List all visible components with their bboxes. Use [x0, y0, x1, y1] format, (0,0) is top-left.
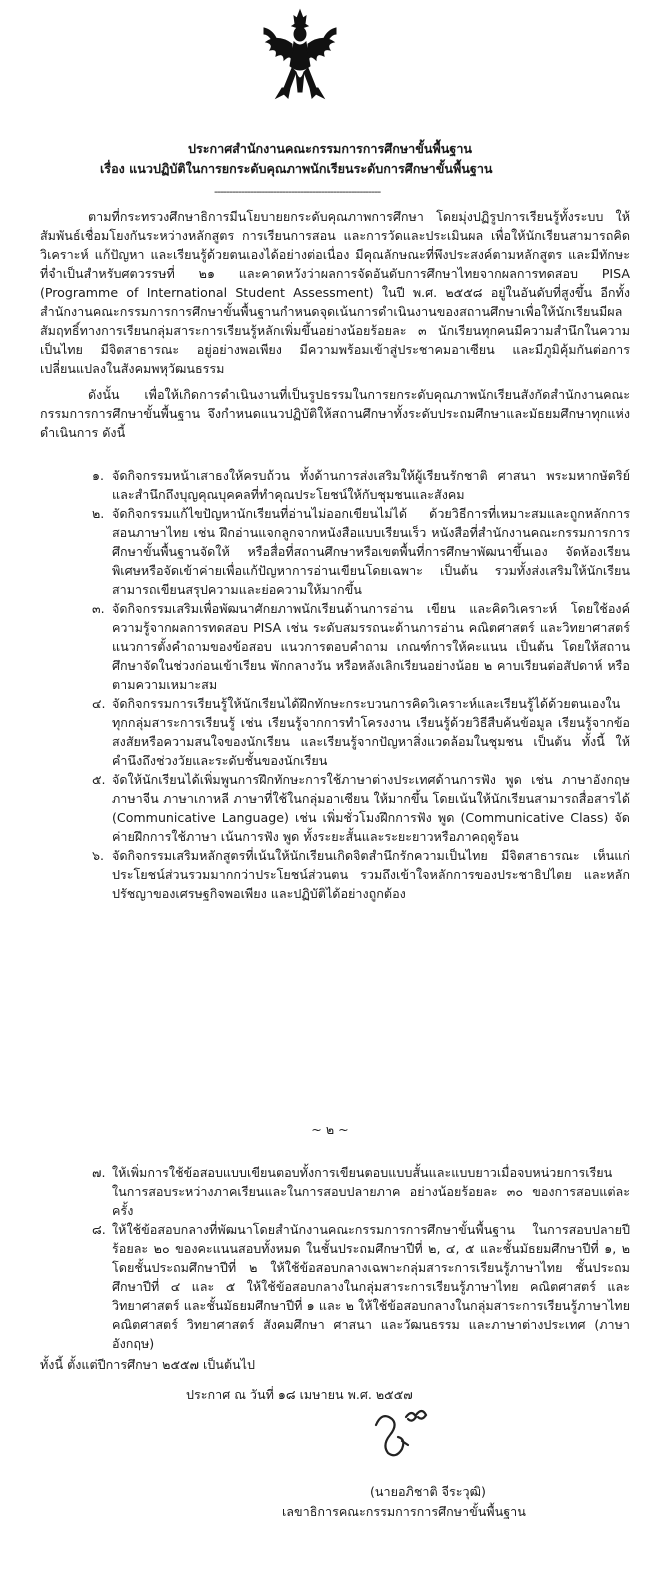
item-number: ๑.: [92, 468, 104, 483]
item-number: ๘.: [92, 1222, 106, 1237]
handwritten-signature: [368, 1405, 438, 1460]
page-number: ~ ๒ ~: [311, 1122, 349, 1137]
item-number: ๗.: [92, 1165, 106, 1180]
announcement-title: ประกาศสำนักงานคณะกรรมการการศึกษาขั้นพื้นฐาน: [187, 141, 473, 156]
announcement-subject: เรื่อง แนวปฏิบัติในการยกระดับคุณภาพนักเรียนระดับการศึกษาขั้นพื้นฐาน: [100, 161, 493, 176]
item-text: จัดกิจกรรมเสริมหลักสูตรที่เน้นให้นักเรียนเกิดจิตสำนึกรักความเป็นไทย มีจิตสาธารณะ เห็นแก่ประโยชน์ส่วนรวมมากกว่าประโยชน์ส่วนตน รวมถึงเข้าใจหลักการของประชาธิปไตย และหลักปรัชญาของเศรษฐกิจพอเพียง และปฏิบัติได้อย่างถูกต้อง: [112, 848, 630, 901]
header-separator: --------------------------------------------------------: [214, 185, 381, 198]
item-number: ๕.: [92, 772, 106, 787]
item-text: จัดกิจกรรมการเรียนรู้ให้นักเรียนได้ฝึกทักษะกระบวนการคิดวิเคราะห์และเรียนรู้ได้ด้วยตนเองในทุกกลุ่มสาระการเรียนรู้ เช่น เรียนรู้จากการทำโครงงาน เรียนรู้ด้วยวิธีสืบค้นข้อมูล เรียนรู้จากข้อสงสัยหรือความสนใจของนักเรียน และเรียนรู้จากปัญหาสิ่งแวดล้อมในชุมชน เป็นต้น ทั้งนี้ ให้คำนึงถึงช่วงวัยและระดับชั้นของนักเรียน: [112, 696, 630, 768]
intro-paragraph: ตามที่กระทรวงศึกษาธิการมีนโยบายยกระดับคุณภาพการศึกษา โดยมุ่งปฏิรูปการเรียนรู้ทั้งระบบ ให้สัมพันธ์เชื่อมโยงกันระหว่างหลักสูตร การเรียนการสอน และการวัดและประเมินผล เพื่อให้นักเรียนสามารถคิดวิเคราะห์ แก้ปัญหา และเรียนรู้ด้วยตนเองได้อย่างต่อเนื่อง มีคุณลักษณะที่พึงประสงค์ตามหลักสูตร และมีทักษะที่จำเป็นสำหรับศตวรรษที่ ๒๑ และคาดหวังว่าผลการจัดอันดับการศึกษาไทยจากผลการทดสอบ PISA (Programme of International Student Assessment) ในปี พ.ศ. ๒๕๕๘ อยู่ในอันดับที่สูงขึ้น อีกทั้งสำนักงานคณะกรรมการการศึกษาขั้นพื้นฐานกำหนดจุดเน้นการดำเนินงานของสถานศึกษาเพื่อให้นักเรียนมีผลสัมฤทธิ์ทางการเรียนกลุ่มสาระการเรียนรู้หลักเพิ่มขึ้นอย่างน้อยร้อยละ ๓ นักเรียนทุกคนมีความสำนึกในความเป็นไทย มีจิตสาธารณะ อยู่อย่างพอเพียง มีความพร้อมเข้าสู่ประชาคมอาเซียน และมีภูมิคุ้มกันต่อการเปลี่ยนแปลงในสังคมพหุวัฒนธรรม: [40, 209, 630, 376]
directive-paragraph: ดังนั้น เพื่อให้เกิดการดำเนินงานที่เป็นรูปธรรมในการยกระดับคุณภาพนักเรียนสังกัดสำนักงานคณะกรรมการการศึกษาขั้นพื้นฐาน จึงกำหนดแนวปฏิบัติให้สถานศึกษาทั้งระดับประถมศึกษาและมัธยมศึกษาทุกแห่งดำเนินการ ดังนี้: [40, 387, 630, 440]
signatory-title: เลขาธิการคณะกรรมการการศึกษาขั้นพื้นฐาน: [282, 1504, 526, 1519]
item-text: จัดให้นักเรียนได้เพิ่มพูนการฝึกทักษะการใช้ภาษาต่างประเทศด้านการฟัง พูด เช่น ภาษาอังกฤษ ภาษาจีน ภาษาเกาหลี ภาษาที่ใช้ในกลุ่มอาเซียน ให้มากขึ้น โดยเน้นให้นักเรียนสามารถสื่อสารได้ (Communicative Language) เช่น เพิ่มชั่วโมงฝึกการฟัง พูด (Communicative Class) จัดค่ายฝึกการใช้ภาษา เน้นการฟัง พูด ทั้งระยะสั้นและระยะยาวหรือภาคฤดูร้อน: [112, 772, 630, 844]
item-text: จัดกิจกรรมแก้ไขปัญหานักเรียนที่อ่านไม่ออกเขียนไม่ได้ ด้วยวิธีการที่เหมาะสมและถูกหลักการสอนภาษาไทย เช่น ฝึกอ่านแจกลูกจากหนังสือแบบเรียนเร็ว หนังสือที่สำนักงานคณะกรรมการการศึกษาขั้นพื้นฐานจัดให้ หรือสื่อที่สถานศึกษาหรือเขตพื้นที่การศึกษาพัฒนาขึ้นเอง จัดห้องเรียนพิเศษหรือจัดเข้าค่ายเพื่อแก้ปัญหาการอ่านเขียนโดยเฉพาะ เป็นต้น รวมทั้งส่งเสริมให้นักเรียนสามารถเขียนสรุปความและย่อความให้มากขึ้น: [112, 506, 630, 597]
item-number: ๒.: [92, 506, 105, 521]
guideline-list-page-2: [40, 1163, 630, 1353]
guideline-list-page-1: [40, 466, 630, 903]
item-text: ให้ใช้ข้อสอบกลางที่พัฒนาโดยสำนักงานคณะกรรมการการศึกษาขั้นพื้นฐาน ในการสอบปลายปี ร้อยละ ๒๐ ของคะแนนสอบทั้งหมด ในชั้นประถมศึกษาปีที่ ๒, ๔, ๕ และชั้นมัธยมศึกษาปีที่ ๑, ๒ โดยชั้นประถมศึกษาปีที่ ๒ ให้ใช้ข้อสอบกลางเฉพาะกลุ่มสาระการเรียนรู้ภาษาไทย ชั้นประถมศึกษาปีที่ ๔ และ ๕ ให้ใช้ข้อสอบกลางในกลุ่มสาระการเรียนรู้ภาษาไทย คณิตศาสตร์ และวิทยาศาสตร์ และชั้นมัธยมศึกษาปีที่ ๑ และ ๒ ให้ใช้ข้อสอบกลางในกลุ่มสาระการเรียนรู้ภาษาไทย คณิตศาสตร์ วิทยาศาสตร์ สังคมศึกษา ศาสนา และวัฒนธรรม และภาษาต่างประเทศ (ภาษาอังกฤษ): [112, 1222, 630, 1351]
guideline-item: [40, 846, 630, 903]
guideline-item: [40, 599, 630, 694]
item-number: ๔.: [92, 696, 106, 711]
garuda-emblem: [262, 8, 338, 100]
item-number: ๖.: [92, 848, 104, 863]
guideline-item: [40, 504, 630, 599]
guideline-item: [40, 770, 630, 846]
announcement-date: ประกาศ ณ วันที่ ๑๘ เมษายน พ.ศ. ๒๕๕๗: [186, 1387, 413, 1402]
item-number: ๓.: [92, 601, 105, 616]
guideline-item: [40, 1163, 630, 1220]
signatory-name: (นายอภิชาติ จีระวุฒิ): [370, 1484, 486, 1499]
item-text: จัดกิจกรรมเสริมเพื่อพัฒนาศักยภาพนักเรียนด้านการอ่าน เขียน และคิดวิเคราะห์ โดยใช้องค์ความรู้จากผลการทดสอบ PISA เช่น ระดับสมรรถนะด้านการอ่าน คณิตศาสตร์ และวิทยาศาสตร์ แนวการตั้งคำถามของข้อสอบ แนวการตอบคำถาม เกณฑ์การให้คะแนน เป็นต้น โดยให้สถานศึกษาจัดในช่วงก่อนเข้าเรียน พักกลางวัน หรือหลังเลิกเรียนอย่างน้อย ๒ คาบเรียนต่อสัปดาห์ หรือตามความเหมาะสม: [112, 601, 630, 692]
item-text: ให้เพิ่มการใช้ข้อสอบแบบเขียนตอบทั้งการเขียนตอบแบบสั้นและแบบยาวเมื่อจบหน่วยการเรียน ในการสอบระหว่างภาคเรียนและในการสอบปลายภาค อย่างน้อยร้อยละ ๓๐ ของการสอบแต่ละครั้ง: [112, 1165, 630, 1218]
guideline-item: [40, 1220, 630, 1353]
guideline-item: [40, 694, 630, 770]
guideline-item: [40, 466, 630, 504]
item-text: จัดกิจกรรมหน้าเสาธงให้ครบถ้วน ทั้งด้านการส่งเสริมให้ผู้เรียนรักชาติ ศาสนา พระมหากษัตริย์ และสำนึกถึงบุญคุณบุคคลที่ทำคุณประโยชน์ให้กับชุมชนและสังคม: [112, 468, 630, 502]
effective-date: ทั้งนี้ ตั้งแต่ปีการศึกษา ๒๕๕๗ เป็นต้นไป: [40, 1357, 255, 1372]
